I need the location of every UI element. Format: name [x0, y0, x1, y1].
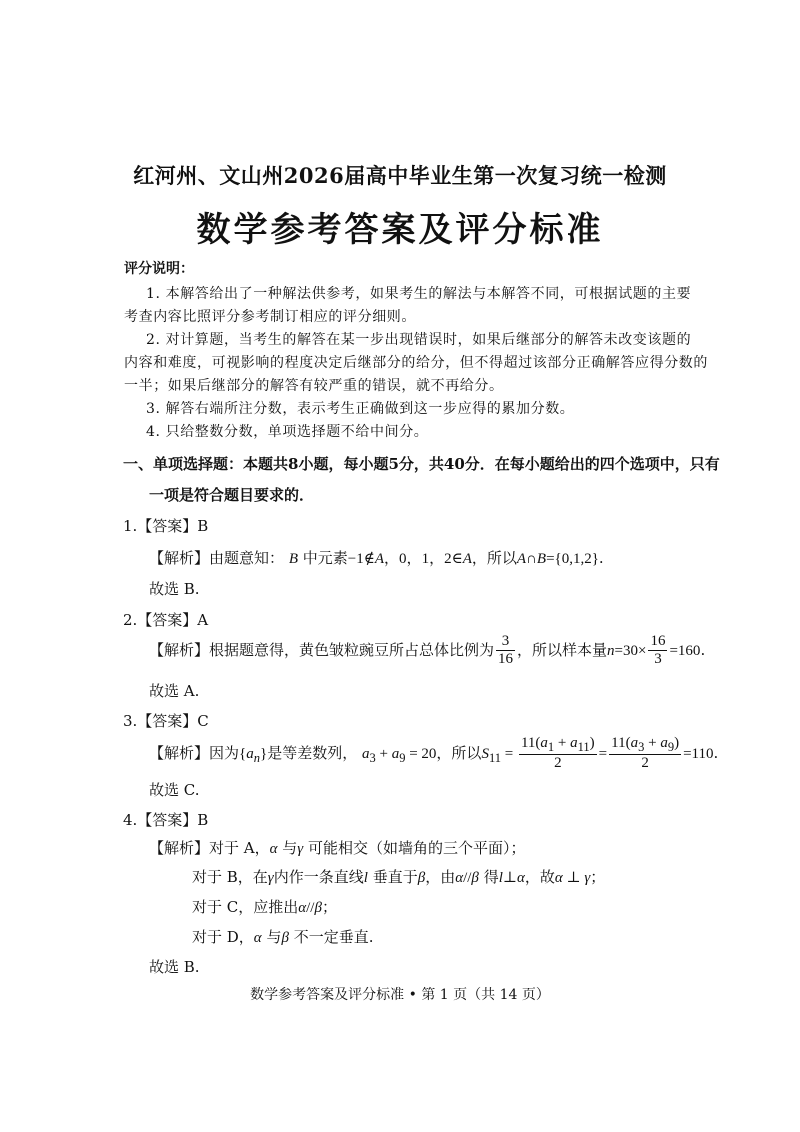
fraction: $\frac{3}{16}$	[498, 633, 514, 668]
note-line: 4. 只给整数分数，单项选择题不给中间分。	[146, 424, 429, 440]
q4-analysis-d: 对于 D，α 与β 不一定垂直.	[192, 928, 374, 946]
q4-answer: 4.【答案】B	[123, 811, 209, 829]
q4-analysis-a: 【解析】对于 A，α 与γ 可能相交（如墙角的三个平面）；	[149, 839, 526, 857]
math: n	[607, 642, 615, 659]
math: A	[374, 551, 385, 567]
analysis-tag: 【解析】	[149, 743, 210, 762]
q4-analysis-b: 对于 B，在γ内作一条直线l 垂直于β，由α//β 得l⊥α，故α ⊥ γ；	[192, 868, 606, 886]
fraction: $\frac{16}{3}$	[650, 633, 666, 668]
math: B	[288, 551, 298, 567]
math: −1∉	[347, 551, 375, 567]
q1-answer: 1.【答案】B	[123, 517, 209, 535]
q3-analysis: 【解析】因为$\{a_n\}$是等差数列， $a_3 + a_9 = 20$，所以$S_{11}$ = $\frac{11(a_1 + a_{11})}{2}$ = $\frac{11(a_3 + a_9)}{2}$ =110.	[149, 735, 719, 772]
q4-conclusion: 故选 B.	[149, 958, 200, 976]
q4-analysis-c: 对于 C，应推出α//β；	[192, 898, 337, 916]
q2-analysis: 【解析】根据题意得，黄色皱粒豌豆所占总体比例为 $\frac{3}{16}$ ，所以样本量n=30× $\frac{16}{3}$ =160.	[149, 633, 706, 668]
note-line: 考查内容比照评分参考制订相应的评分细则。	[124, 309, 416, 325]
q1-analysis: 【解析】由题意知： B 中元素−1∉A，0，1，2∈A，所以A∩B={0,1,2}.	[149, 549, 604, 567]
analysis-tag: 【解析】	[149, 549, 210, 567]
document-title: 数学参考答案及评分标准	[196, 210, 604, 250]
note-line: 内容和难度，可视影响的程度决定后继部分的给分，但不得超过该部分正确解答应得分数的	[124, 355, 708, 371]
note-line: 2. 对计算题，当考生的解答在某一步出现错误时，如果后继部分的解答未改变该题的	[146, 332, 692, 348]
section-heading-cont: 一项是符合题目要求的．	[149, 486, 315, 504]
exam-title: 红河州、文山州2026届高中毕业生第一次复习统一检测	[133, 163, 667, 188]
section-heading: 一、单项选择题：本题共8小题，每小题5分，共40分．在每小题给出的四个选项中，只有	[123, 455, 720, 473]
q2-conclusion: 故选 A.	[149, 682, 200, 700]
note-line: 一半；如果后继部分的解答有较严重的错误，就不再给分。	[124, 378, 504, 394]
fraction: $\frac{11(a_3 + a_9)}{2}$	[611, 735, 680, 772]
note-line: 1. 本解答给出了一种解法供参考，如果考生的解法与本解答不同，可根据试题的主要	[146, 286, 692, 302]
analysis-tag: 【解析】	[149, 640, 210, 659]
q3-conclusion: 故选 C.	[149, 781, 200, 799]
analysis-tag: 【解析】	[149, 839, 210, 857]
math: A	[516, 551, 527, 567]
q2-answer: 2.【答案】A	[123, 611, 209, 629]
fraction: $\frac{11(a_1 + a_{11})}{2}$	[520, 735, 595, 772]
q3-answer: 3.【答案】C	[123, 712, 209, 730]
q1-conclusion: 故选 B.	[149, 580, 200, 598]
page-footer: 数学参考答案及评分标准 • 第 1 页（共 14 页）	[250, 987, 550, 1003]
note-line: 3. 解答右端所注分数，表示考生正确做到这一步应得的累加分数。	[146, 401, 575, 417]
notes-heading: 评分说明：	[124, 261, 194, 277]
